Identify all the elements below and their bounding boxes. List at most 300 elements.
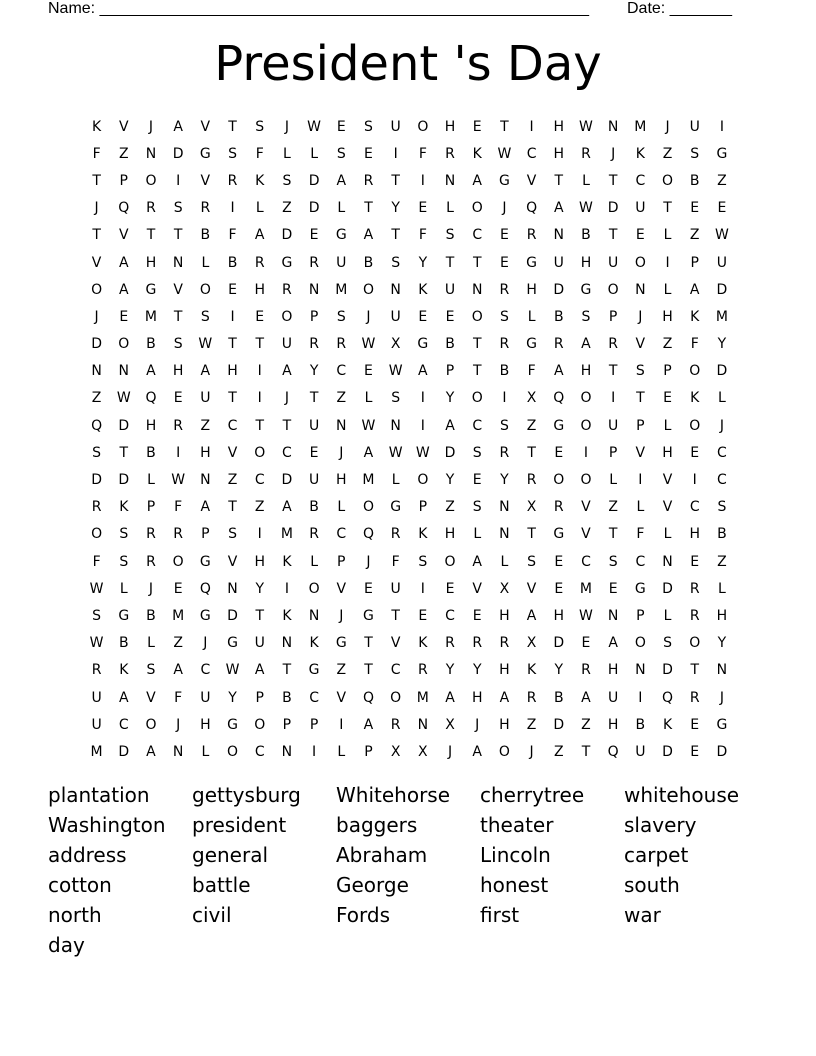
- grid-letter: Z: [662, 336, 673, 353]
- grid-letter: B: [717, 526, 727, 543]
- grid-letter: N: [635, 281, 646, 298]
- grid-letter: F: [255, 145, 264, 162]
- grid-letter: N: [607, 118, 619, 135]
- grid-letter: B: [118, 635, 129, 652]
- grid-letter: T: [282, 417, 292, 434]
- grid-letter: T: [472, 254, 482, 271]
- grid-letter: I: [529, 118, 534, 135]
- grid-letter: W: [225, 662, 240, 679]
- grid-letter: K: [662, 716, 673, 733]
- grid-letter: T: [92, 227, 101, 244]
- grid-letter: F: [174, 499, 183, 516]
- grid-letter: T: [173, 308, 183, 325]
- grid-letter: J: [176, 716, 181, 733]
- grid-letter: T: [282, 662, 292, 679]
- grid-letter: U: [390, 118, 401, 135]
- grid-letter: A: [118, 689, 129, 706]
- date-field-label: Date: _______: [627, 0, 732, 17]
- grid-letter: Q: [607, 743, 619, 760]
- word-list-item: day: [48, 933, 85, 957]
- grid-letter: O: [553, 472, 565, 489]
- grid-letter: L: [636, 499, 645, 516]
- grid-letter: O: [689, 635, 701, 652]
- word-list-item: cotton: [48, 873, 112, 897]
- grid-letter: J: [148, 580, 154, 597]
- grid-letter: Q: [145, 390, 157, 407]
- grid-letter: T: [119, 444, 129, 461]
- grid-letter: Z: [662, 145, 673, 162]
- grid-letter: Q: [118, 200, 130, 217]
- grid-letter: F: [228, 227, 237, 244]
- word-list-item: carpet: [624, 843, 689, 867]
- grid-letter: S: [200, 308, 210, 325]
- word-list-item: Abraham: [336, 843, 428, 867]
- grid-letter: H: [662, 444, 673, 461]
- grid-letter: N: [91, 363, 102, 380]
- grid-letter: U: [200, 390, 211, 407]
- grid-letter: R: [499, 281, 510, 298]
- grid-letter: G: [526, 254, 538, 271]
- grid-letter: R: [282, 281, 292, 298]
- grid-letter: A: [526, 607, 537, 624]
- grid-letter: I: [611, 390, 616, 407]
- grid-letter: D: [118, 472, 130, 489]
- grid-letter: T: [364, 662, 373, 679]
- grid-letter: S: [445, 227, 455, 244]
- grid-letter: D: [227, 607, 238, 624]
- grid-letter: I: [284, 580, 289, 597]
- header: [48, 0, 748, 20]
- grid-letter: O: [145, 172, 157, 189]
- grid-letter: H: [471, 689, 483, 706]
- grid-letter: Z: [526, 716, 537, 733]
- grid-letter: A: [553, 363, 564, 380]
- grid-letter: H: [553, 145, 565, 162]
- grid-letter: N: [662, 553, 673, 570]
- grid-letter: E: [228, 281, 237, 298]
- grid-letter: B: [689, 172, 700, 189]
- grid-letter: G: [363, 607, 374, 624]
- grid-letter: R: [254, 254, 265, 271]
- grid-letter: C: [581, 553, 591, 570]
- grid-letter: A: [118, 254, 129, 271]
- grid-letter: W: [579, 200, 593, 217]
- grid-letter: R: [581, 662, 591, 679]
- grid-letter: B: [635, 716, 646, 733]
- grid-letter: H: [607, 662, 619, 679]
- grid-letter: J: [665, 118, 670, 135]
- grid-letter: A: [418, 363, 428, 380]
- grid-letter: E: [472, 472, 482, 489]
- grid-letter: A: [581, 336, 591, 353]
- grid-letter: L: [337, 499, 346, 516]
- grid-letter: L: [119, 580, 128, 597]
- grid-letter: D: [662, 743, 673, 760]
- grid-letter: D: [118, 743, 130, 760]
- grid-letter: R: [91, 662, 102, 679]
- grid-letter: O: [308, 580, 320, 597]
- grid-letter: L: [582, 172, 590, 189]
- grid-letter: N: [308, 607, 320, 624]
- grid-letter: I: [176, 172, 181, 189]
- grid-letter: T: [146, 227, 156, 244]
- grid-letter: W: [388, 363, 403, 380]
- grid-letter: B: [282, 689, 292, 706]
- grid-letter: Z: [200, 417, 211, 434]
- grid-letter: T: [554, 172, 564, 189]
- grid-letter: W: [361, 336, 376, 353]
- grid-letter: D: [118, 417, 130, 434]
- grid-letter: H: [145, 417, 157, 434]
- grid-letter: D: [553, 635, 565, 652]
- grid-letter: Y: [554, 662, 564, 679]
- grid-letter: O: [634, 254, 646, 271]
- grid-letter: E: [663, 390, 672, 407]
- grid-letter: L: [663, 526, 672, 543]
- grid-letter: G: [199, 145, 211, 162]
- grid-letter: I: [257, 363, 262, 380]
- grid-letter: S: [336, 308, 346, 325]
- grid-letter: L: [473, 526, 482, 543]
- grid-letter: L: [337, 743, 346, 760]
- word-list-item: Lincoln: [480, 843, 551, 867]
- grid-letter: D: [716, 281, 728, 298]
- grid-letter: V: [390, 635, 401, 652]
- grid-letter: B: [553, 689, 564, 706]
- grid-letter: N: [336, 417, 347, 434]
- grid-letter: H: [227, 363, 238, 380]
- grid-letter: A: [472, 743, 482, 760]
- grid-letter: V: [146, 689, 156, 706]
- grid-letter: N: [499, 499, 510, 516]
- grid-letter: I: [420, 390, 425, 407]
- grid-letter: H: [689, 526, 700, 543]
- grid-letter: C: [282, 444, 292, 461]
- grid-letter: T: [581, 743, 591, 760]
- grid-letter: K: [690, 390, 700, 407]
- grid-letter: X: [526, 635, 537, 652]
- grid-letter: R: [553, 499, 564, 516]
- grid-letter: C: [472, 417, 483, 434]
- grid-letter: S: [92, 444, 102, 461]
- grid-letter: H: [499, 716, 510, 733]
- grid-letter: I: [638, 472, 643, 489]
- grid-letter: U: [635, 200, 646, 217]
- grid-letter: X: [390, 336, 401, 353]
- grid-letter: K: [282, 607, 292, 624]
- grid-letter: C: [336, 526, 347, 543]
- grid-letter: G: [227, 716, 238, 733]
- grid-letter: M: [172, 607, 185, 624]
- grid-letter: J: [366, 553, 371, 570]
- grid-letter: I: [230, 200, 235, 217]
- grid-letter: K: [418, 526, 428, 543]
- grid-letter: R: [689, 689, 700, 706]
- grid-letter: I: [420, 580, 425, 597]
- grid-letter: U: [91, 689, 102, 706]
- grid-letter: W: [579, 118, 593, 135]
- word-list-item: civil: [192, 903, 232, 927]
- grid-letter: L: [718, 390, 726, 407]
- grid-letter: H: [254, 281, 265, 298]
- grid-letter: G: [526, 336, 538, 353]
- grid-letter: R: [499, 336, 510, 353]
- grid-letter: G: [580, 281, 592, 298]
- grid-letter: T: [608, 526, 618, 543]
- grid-letter: N: [716, 662, 728, 679]
- grid-letter: P: [119, 172, 128, 189]
- grid-letter: L: [283, 145, 291, 162]
- grid-letter: L: [310, 145, 318, 162]
- grid-letter: C: [336, 363, 347, 380]
- grid-letter: N: [417, 716, 429, 733]
- grid-letter: E: [499, 254, 509, 271]
- grid-letter: D: [662, 580, 673, 597]
- grid-letter: V: [662, 472, 673, 489]
- word-list-item: theater: [480, 813, 554, 837]
- grid-letter: Y: [445, 472, 455, 489]
- grid-letter: E: [309, 227, 319, 244]
- grid-letter: G: [417, 336, 429, 353]
- grid-letter: K: [690, 308, 700, 325]
- grid-letter: G: [716, 716, 728, 733]
- grid-letter: T: [636, 390, 645, 407]
- grid-letter: F: [418, 227, 427, 244]
- word-list-item: honest: [480, 873, 549, 897]
- grid-letter: C: [472, 227, 483, 244]
- grid-letter: O: [689, 363, 701, 380]
- grid-letter: G: [553, 417, 565, 434]
- grid-letter: G: [390, 499, 402, 516]
- grid-letter: V: [200, 118, 211, 135]
- word-list-item: president: [192, 813, 287, 837]
- grid-letter: T: [92, 172, 101, 189]
- grid-letter: T: [309, 390, 319, 407]
- grid-letter: U: [689, 118, 700, 135]
- grid-letter: Z: [254, 499, 265, 516]
- grid-letter: R: [526, 689, 537, 706]
- grid-letter: A: [254, 662, 265, 679]
- grid-letter: B: [146, 444, 156, 461]
- grid-letter: H: [254, 553, 265, 570]
- grid-letter: E: [581, 635, 591, 652]
- grid-letter: O: [254, 444, 266, 461]
- grid-letter: K: [635, 145, 645, 162]
- grid-letter: V: [472, 580, 482, 597]
- word-list-item: cherrytree: [480, 783, 585, 807]
- grid-letter: G: [308, 662, 320, 679]
- grid-letter: Z: [173, 635, 183, 652]
- grid-letter: D: [607, 200, 619, 217]
- grid-letter: Z: [445, 499, 455, 516]
- grid-letter: F: [174, 689, 183, 706]
- grid-letter: X: [390, 743, 401, 760]
- grid-letter: H: [580, 254, 592, 271]
- word-list-item: first: [480, 903, 520, 927]
- grid-letter: S: [92, 607, 102, 624]
- grid-letter: H: [553, 607, 565, 624]
- grid-letter: I: [420, 172, 425, 189]
- grid-letter: U: [336, 254, 347, 271]
- grid-letter: D: [716, 743, 728, 760]
- grid-letter: Y: [717, 336, 727, 353]
- grid-letter: O: [471, 200, 483, 217]
- grid-letter: I: [312, 743, 317, 760]
- grid-letter: H: [200, 444, 211, 461]
- grid-letter: W: [116, 390, 131, 407]
- grid-letter: E: [255, 308, 265, 325]
- grid-letter: B: [146, 336, 156, 353]
- grid-letter: U: [608, 689, 619, 706]
- grid-letter: I: [583, 444, 589, 461]
- grid-letter: O: [417, 118, 429, 135]
- grid-letter: R: [309, 526, 319, 543]
- grid-letter: R: [499, 444, 510, 461]
- grid-letter: T: [391, 172, 400, 189]
- grid-letter: V: [336, 689, 347, 706]
- grid-letter: F: [418, 145, 427, 162]
- grid-letter: O: [689, 417, 701, 434]
- grid-letter: N: [635, 662, 646, 679]
- grid-letter: A: [363, 227, 374, 244]
- grid-letter: O: [634, 635, 646, 652]
- grid-letter: D: [308, 172, 320, 189]
- grid-letter: F: [527, 363, 536, 380]
- grid-letter: K: [119, 662, 129, 679]
- grid-letter: E: [336, 118, 346, 135]
- grid-letter: J: [475, 716, 480, 733]
- grid-letter: Y: [418, 254, 428, 271]
- grid-letter: S: [336, 145, 346, 162]
- grid-letter: U: [608, 254, 619, 271]
- grid-letter: L: [147, 472, 155, 489]
- grid-letter: Z: [689, 227, 700, 244]
- grid-letter: P: [445, 363, 455, 380]
- grid-letter: D: [662, 662, 673, 679]
- grid-letter: T: [472, 336, 482, 353]
- grid-letter: O: [580, 390, 592, 407]
- grid-letter: H: [499, 662, 510, 679]
- grid-letter: M: [362, 472, 375, 489]
- grid-letter: O: [580, 472, 592, 489]
- grid-letter: Z: [118, 145, 129, 162]
- grid-letter: N: [553, 227, 565, 244]
- grid-letter: G: [335, 635, 347, 652]
- grid-letter: S: [472, 444, 482, 461]
- word-list-item: general: [192, 843, 269, 867]
- grid-letter: P: [309, 716, 319, 733]
- grid-letter: A: [445, 689, 455, 706]
- word-list-item: Fords: [336, 903, 391, 927]
- grid-letter: E: [635, 227, 645, 244]
- grid-letter: J: [638, 308, 643, 325]
- grid-letter: O: [172, 553, 184, 570]
- grid-letter: B: [200, 227, 211, 244]
- grid-letter: A: [581, 689, 591, 706]
- grid-letter: L: [663, 281, 672, 298]
- grid-letter: K: [418, 635, 428, 652]
- grid-letter: L: [255, 200, 264, 217]
- grid-letter: L: [663, 417, 672, 434]
- grid-letter: L: [201, 254, 210, 271]
- grid-letter: R: [363, 172, 374, 189]
- word-list-item: Whitehorse: [336, 783, 451, 807]
- grid-letter: G: [199, 553, 211, 570]
- grid-letter: D: [444, 444, 456, 461]
- grid-letter: J: [284, 390, 289, 407]
- grid-letter: G: [199, 607, 211, 624]
- grid-letter: F: [92, 145, 101, 162]
- grid-letter: N: [281, 743, 293, 760]
- grid-letter: H: [499, 607, 510, 624]
- grid-letter: O: [471, 308, 483, 325]
- grid-letter: R: [417, 662, 428, 679]
- grid-letter: V: [118, 118, 129, 135]
- grid-letter: S: [255, 118, 265, 135]
- word-list: [48, 780, 768, 960]
- grid-letter: J: [94, 200, 99, 217]
- grid-letter: L: [391, 472, 400, 489]
- grid-letter: H: [336, 472, 347, 489]
- grid-letter: T: [228, 390, 237, 407]
- grid-letter: R: [336, 336, 347, 353]
- grid-letter: B: [363, 254, 374, 271]
- grid-letter: U: [444, 281, 456, 298]
- grid-letter: S: [499, 308, 509, 325]
- grid-letter: A: [608, 635, 618, 652]
- grid-letter: R: [499, 635, 510, 652]
- grid-letter: A: [200, 363, 211, 380]
- grid-letter: O: [607, 281, 619, 298]
- grid-letter: D: [281, 472, 293, 489]
- grid-letter: O: [254, 716, 266, 733]
- grid-letter: S: [527, 553, 537, 570]
- grid-letter: A: [173, 662, 183, 679]
- grid-letter: W: [89, 580, 104, 597]
- grid-letter: E: [472, 118, 482, 135]
- grid-letter: E: [554, 580, 564, 597]
- grid-letter: J: [366, 308, 371, 325]
- word-list-item: south: [624, 873, 680, 897]
- grid-letter: U: [91, 716, 102, 733]
- grid-letter: A: [553, 200, 564, 217]
- grid-letter: C: [689, 499, 700, 516]
- grid-letter: Y: [391, 200, 400, 217]
- grid-letter: O: [362, 499, 374, 516]
- grid-letter: H: [553, 118, 565, 135]
- grid-letter: W: [171, 472, 186, 489]
- grid-letter: I: [339, 716, 344, 733]
- grid-letter: P: [663, 363, 672, 380]
- grid-letter: N: [200, 472, 211, 489]
- grid-letter: V: [91, 254, 102, 271]
- grid-letter: M: [90, 743, 103, 760]
- grid-letter: E: [418, 607, 428, 624]
- grid-letter: D: [553, 281, 565, 298]
- grid-letter: E: [608, 580, 618, 597]
- grid-letter: T: [364, 200, 373, 217]
- grid-letter: Q: [362, 689, 374, 706]
- grid-letter: J: [284, 118, 289, 135]
- grid-letter: E: [119, 308, 129, 325]
- grid-letter: S: [418, 553, 428, 570]
- grid-letter: K: [527, 662, 537, 679]
- grid-letter: S: [499, 417, 509, 434]
- grid-letter: T: [255, 417, 264, 434]
- grid-letter: W: [714, 227, 729, 244]
- grid-letter: G: [281, 254, 293, 271]
- grid-letter: R: [146, 553, 156, 570]
